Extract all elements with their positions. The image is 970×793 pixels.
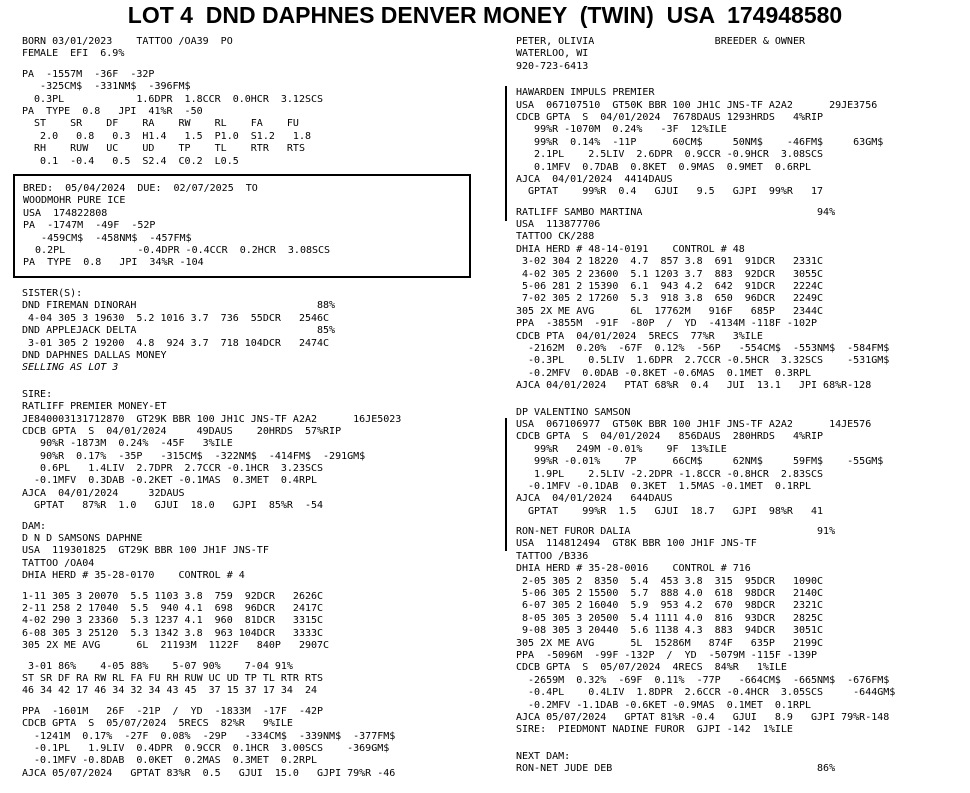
gdam-line: 8-05 305 3 20500 5.4 1111 4.0 816 93DCR 2825C — [516, 612, 824, 624]
dam-genomic-line: CDCB GPTA S 05/07/2024 5RECS 82%R 9%ILE — [22, 718, 293, 730]
dam-line: DAM: — [22, 520, 47, 532]
animal-info — [22, 36, 482, 61]
sex-efi-line: FEMALE EFI 6.9% — [22, 48, 125, 60]
bred-line: USA 174822808 — [23, 207, 108, 219]
gdam-line: 305 2X ME AVG 5L 15286M 874F 635P 2199C — [516, 637, 824, 649]
sire-line: RATLIFF PREMIER MONEY-ET — [22, 401, 167, 413]
grandsire-line: CDCB GPTA S 04/01/2024 7678DAUS 1293HRDS 4%RIP — [516, 111, 824, 123]
mgs-line: GPTAT 99%R 1.5 GJUI 18.7 GJPI 98%R 41 — [516, 505, 824, 517]
maternal-grandsire — [516, 407, 956, 519]
gdam-line: PPA -5096M -99F -132P / YD -5079M -115F -139P — [516, 649, 818, 661]
gdam-line: -2659M 0.32% -69F 0.11% -77P -664CM$ -665NM$ -676FM$ — [516, 674, 890, 686]
selling-note: SELLING AS LOT 3 — [22, 362, 119, 374]
granddam-line: -0.2MFV 0.0DAB -0.8KET -0.6MAS 0.1MET 0.3RPL — [516, 367, 812, 379]
mgs-line: AJCA 04/01/2024 644DAUS — [516, 493, 673, 505]
genomic-line: PA -1557M -36F -32P — [22, 68, 155, 80]
mgs-line: 99%R -0.01% 7P 66CM$ 62NM$ 59FM$ -55GM$ — [516, 456, 884, 468]
granddam-line: -0.3PL 0.5LIV 1.6DPR 2.7CCR -0.5HCR 3.32SCS -531GM$ — [516, 355, 890, 367]
dam-genomic-line: -0.1MFV -0.8DAB 0.0KET 0.2MAS 0.3MET 0.2RPL — [22, 755, 318, 767]
breeder-line: PETER, OLIVIA BREEDER & OWNER — [516, 36, 805, 47]
paternal-granddam — [516, 207, 956, 393]
bred-line: PA -1747M -49F -52P — [23, 220, 156, 232]
mgs-line: 99%R 249M -0.01% 9F 13%ILE — [516, 443, 727, 455]
genomic-line: -325CM$ -331NM$ -396FM$ — [22, 81, 191, 93]
sire-line: 0.6PL 1.4LIV 2.7DPR 2.7CCR -0.1HCR 3.23SCS — [22, 463, 324, 475]
gdam-line: SIRE: PIEDMONT NADINE FUROR GJPI -142 1%ILE — [516, 724, 793, 736]
gdam-line: TATTOO /B336 — [516, 550, 589, 562]
grandsire-line: AJCA 04/01/2024 4414DAUS — [516, 173, 673, 185]
granddam-line: 4-02 305 2 23600 5.1 1203 3.7 883 92DCR 3055C — [516, 268, 824, 280]
pedigree-rule-mgs — [505, 418, 507, 551]
granddam-line: 5-06 281 2 15390 6.1 943 4.2 642 91DCR 2224C — [516, 281, 824, 293]
granddam-line: TATTOO CK/288 — [516, 231, 595, 243]
gdam-line: -0.2MFV -1.1DAB -0.6KET -0.9MAS 0.1MET 0.1RPL — [516, 699, 812, 711]
dam-genomic-line: -0.1PL 1.9LIV 0.4DPR 0.9CCR 0.1HCR 3.00SCS -369GM$ — [22, 742, 390, 754]
bred-line: 0.2PL -0.4DPR -0.4CCR 0.2HCR 3.08SCS — [23, 244, 331, 256]
left-lower-column — [22, 288, 482, 780]
granddam-line: CDCB PTA 04/01/2024 5RECS 77%R 3%ILE — [516, 330, 763, 342]
genomic-line: 2.0 0.8 0.3 H1.4 1.5 P1.0 S1.2 1.8 — [22, 130, 311, 142]
sister-line: DND FIREMAN DINORAH 88% — [22, 300, 336, 312]
gdam-line: USA 114812494 GT8K BBR 100 JH1F JNS-TF — [516, 538, 757, 550]
gdam-line: 9-08 305 3 20440 5.6 1138 4.3 883 94DCR 3051C — [516, 625, 824, 637]
sister-line: DND APPLEJACK DELTA 85% — [22, 325, 336, 337]
breeder-info — [516, 36, 956, 73]
record-line: 2-11 258 2 17040 5.5 940 4.1 698 96DCR 2417C — [22, 602, 324, 614]
record-line: 1-11 305 3 20070 5.5 1103 3.8 759 92DCR 2626C — [22, 590, 324, 602]
genomic-line: RH RUW UC UD TP TL RTR RTS — [22, 143, 305, 155]
gdam-line: AJCA 05/07/2024 GPTAT 81%R -0.4 GJUI 8.9 GJPI 79%R-148 — [516, 711, 890, 723]
sire-line: JE840003131712870 GT29K BBR 100 JH1C JNS-TF A2A2 16JE5023 — [22, 413, 402, 425]
granddam-line: PPA -3855M -91F -80P / YD -4134M -118F -102P — [516, 318, 818, 330]
sire-line: -0.1MFV 0.3DAB -0.2KET -0.1MAS 0.3MET 0.4RPL — [22, 475, 318, 487]
mgs-line: 1.9PL 2.5LIV -2.2DPR -1.8CCR -0.8HCR 2.83SCS — [516, 468, 824, 480]
lot-title: LOT 4 DND DAPHNES DENVER MONEY (TWIN) USA 174948580 — [127, 2, 843, 28]
granddam-line: 3-02 304 2 18220 4.7 857 3.8 691 91DCR 2331C — [516, 256, 824, 268]
grandsire-line: USA 067107510 GT50K BBR 100 JH1C JNS-TF A2A2 29JE3756 — [516, 99, 878, 111]
paternal-grandsire — [516, 87, 956, 199]
granddam-line: 7-02 305 2 17260 5.3 918 3.8 650 96DCR 2249C — [516, 293, 824, 305]
right-column — [516, 36, 956, 775]
classification-line: 46 34 42 17 46 34 32 34 43 45 37 15 37 17 34 24 — [22, 685, 318, 697]
grandsire-line: 2.1PL 2.5LIV 2.6DPR 0.9CCR -0.9HCR 3.08SCS — [516, 149, 824, 161]
granddam-line: AJCA 04/01/2024 PTAT 68%R 0.4 JUI 13.1 JPI 68%R-128 — [516, 380, 872, 392]
sisters-section — [22, 288, 482, 375]
gdam-line: CDCB GPTA S 05/07/2024 4RECS 84%R 1%ILE — [516, 662, 787, 674]
dam-line: USA 119301825 GT29K BBR 100 JH1F JNS-TF — [22, 545, 269, 557]
breeder-line: WATERLOO, WI — [516, 48, 589, 60]
granddam-line: -2162M 0.20% -67F 0.12% -56P -554CM$ -553NM$ -584FM$ — [516, 342, 890, 354]
grandsire-line: HAWARDEN IMPULS PREMIER — [516, 87, 655, 99]
granddam-line: 305 2X ME AVG 6L 17762M 916F 685P 2344C — [516, 305, 824, 317]
sister-line: DND DAPHNES DALLAS MONEY — [22, 349, 167, 361]
left-column — [22, 36, 482, 168]
gdam-line: 2-05 305 2 8350 5.4 453 3.8 315 95DCR 1090C — [516, 575, 824, 587]
dam-section — [22, 521, 482, 583]
grandsire-line: 0.1MFV 0.7DAB 0.8KET 0.9MAS 0.9MET 0.6RPL — [516, 161, 812, 173]
genomic-line: 0.1 -0.4 0.5 S2.4 C0.2 L0.5 — [22, 155, 239, 167]
bred-line: -459CM$ -458NM$ -457FM$ — [23, 232, 192, 244]
pedigree-rule-sire — [505, 86, 507, 221]
granddam-line: DHIA HERD # 48-14-0191 CONTROL # 48 — [516, 243, 745, 255]
granddam-line: RATLIFF SAMBO MARTINA 94% — [516, 206, 836, 218]
dam-line: DHIA HERD # 35-28-0170 CONTROL # 4 — [22, 570, 245, 582]
bred-box — [13, 174, 471, 278]
next-dam-line: NEXT DAM: — [516, 750, 571, 762]
sire-line: SIRE: — [22, 388, 53, 400]
genomic-line: ST SR DF RA RW RL FA FU — [22, 118, 299, 130]
sister-line: 3-01 305 2 19200 4.8 924 3.7 718 104DCR 2474C — [22, 337, 330, 349]
gdam-line: DHIA HERD # 35-28-0016 CONTROL # 716 — [516, 563, 751, 575]
sire-line: AJCA 04/01/2024 32DAUS — [22, 487, 185, 499]
grandsire-line: 99%R -1070M 0.24% -3F 12%ILE — [516, 124, 727, 136]
dam-genomics — [22, 706, 482, 780]
dam-genomic-line: PPA -1601M 26F -21P / YD -1833M -17F -42P — [22, 705, 324, 717]
mgs-line: USA 067106977 GT50K BBR 100 JH1F JNS-TF A2A2 14JE576 — [516, 418, 872, 430]
bred-line: BRED: 05/04/2024 DUE: 02/07/2025 TO — [23, 183, 258, 194]
mgs-line: CDCB GPTA S 04/01/2024 856DAUS 280HRDS 4%RIP — [516, 431, 824, 443]
mgs-line: -0.1MFV -0.1DAB 0.3KET 1.5MAS -0.1MET 0.1RPL — [516, 480, 812, 492]
next-dam — [516, 751, 956, 776]
dam-records — [22, 591, 482, 653]
dam-genomic-line: AJCA 05/07/2024 GPTAT 83%R 0.5 GJUI 15.0 GJPI 79%R -46 — [22, 767, 396, 779]
bred-line: PA TYPE 0.8 JPI 34%R -104 — [23, 257, 204, 269]
gdam-line: -0.4PL 0.4LIV 1.8DPR 2.6CCR -0.4HCR 3.05SCS -644GM$ — [516, 687, 896, 699]
record-line: 4-02 290 3 23360 5.3 1237 4.1 960 81DCR 3315C — [22, 615, 324, 627]
birth-line: BORN 03/01/2023 TATTOO /OA39 PO — [22, 36, 233, 47]
breeder-line: 920-723-6413 — [516, 60, 589, 72]
bred-line: WOODMOHR PURE ICE — [23, 195, 126, 207]
animal-genomics — [22, 69, 482, 168]
genomic-line: PA TYPE 0.8 JPI 41%R -50 — [22, 105, 203, 117]
classification-line: ST SR DF RA RW RL FA FU RH RUW UC UD TP TL RTR RTS — [22, 672, 324, 684]
record-line: 6-08 305 3 25120 5.3 1342 3.8 963 104DCR 3333C — [22, 627, 324, 639]
next-dam-line: RON-NET JUDE DEB 86% — [516, 763, 836, 775]
mgs-line: DP VALENTINO SAMSON — [516, 406, 631, 418]
maternal-granddam — [516, 526, 956, 737]
gdam-line: 6-07 305 2 16040 5.9 953 4.2 670 98DCR 2321C — [516, 600, 824, 612]
dam-classification — [22, 661, 482, 698]
gdam-line: RON-NET FUROR DALIA 91% — [516, 526, 836, 538]
grandsire-line: 99%R 0.14% -11P 60CM$ 50NM$ -46FM$ 63GM$ — [516, 136, 884, 148]
dam-genomic-line: -1241M 0.17% -27F 0.08% -29P -334CM$ -339NM$ -377FM$ — [22, 730, 396, 742]
dam-line: D N D SAMSONS DAPHNE — [22, 533, 143, 545]
sire-line: CDCB GPTA S 04/01/2024 49DAUS 20HRDS 57%RIP — [22, 425, 342, 437]
genomic-line: 0.3PL 1.6DPR 1.8CCR 0.0HCR 3.12SCS — [22, 93, 324, 105]
sire-line: 90%R -1873M 0.24% -45F 3%ILE — [22, 438, 233, 450]
sire-line: GPTAT 87%R 1.0 GJUI 18.0 GJPI 85%R -54 — [22, 500, 324, 512]
record-line: 305 2X ME AVG 6L 21193M 1122F 840P 2907C — [22, 640, 330, 652]
dam-line: TATTOO /OA04 — [22, 557, 95, 569]
bred-info — [23, 183, 330, 270]
gdam-line: 5-06 305 2 15500 5.7 888 4.0 618 98DCR 2140C — [516, 588, 824, 600]
classification-line: 3-01 86% 4-05 88% 5-07 90% 7-04 91% — [22, 660, 293, 672]
sister-line: 4-04 305 3 19630 5.2 1016 3.7 736 55DCR 2546C — [22, 312, 330, 324]
sire-line: 90%R 0.17% -35P -315CM$ -322NM$ -414FM$ -291GM$ — [22, 450, 366, 462]
sisters-header: SISTER(S): — [22, 288, 83, 299]
granddam-line: USA 113877706 — [516, 219, 601, 231]
grandsire-line: GPTAT 99%R 0.4 GJUI 9.5 GJPI 99%R 17 — [516, 186, 824, 198]
sire-section — [22, 389, 482, 513]
